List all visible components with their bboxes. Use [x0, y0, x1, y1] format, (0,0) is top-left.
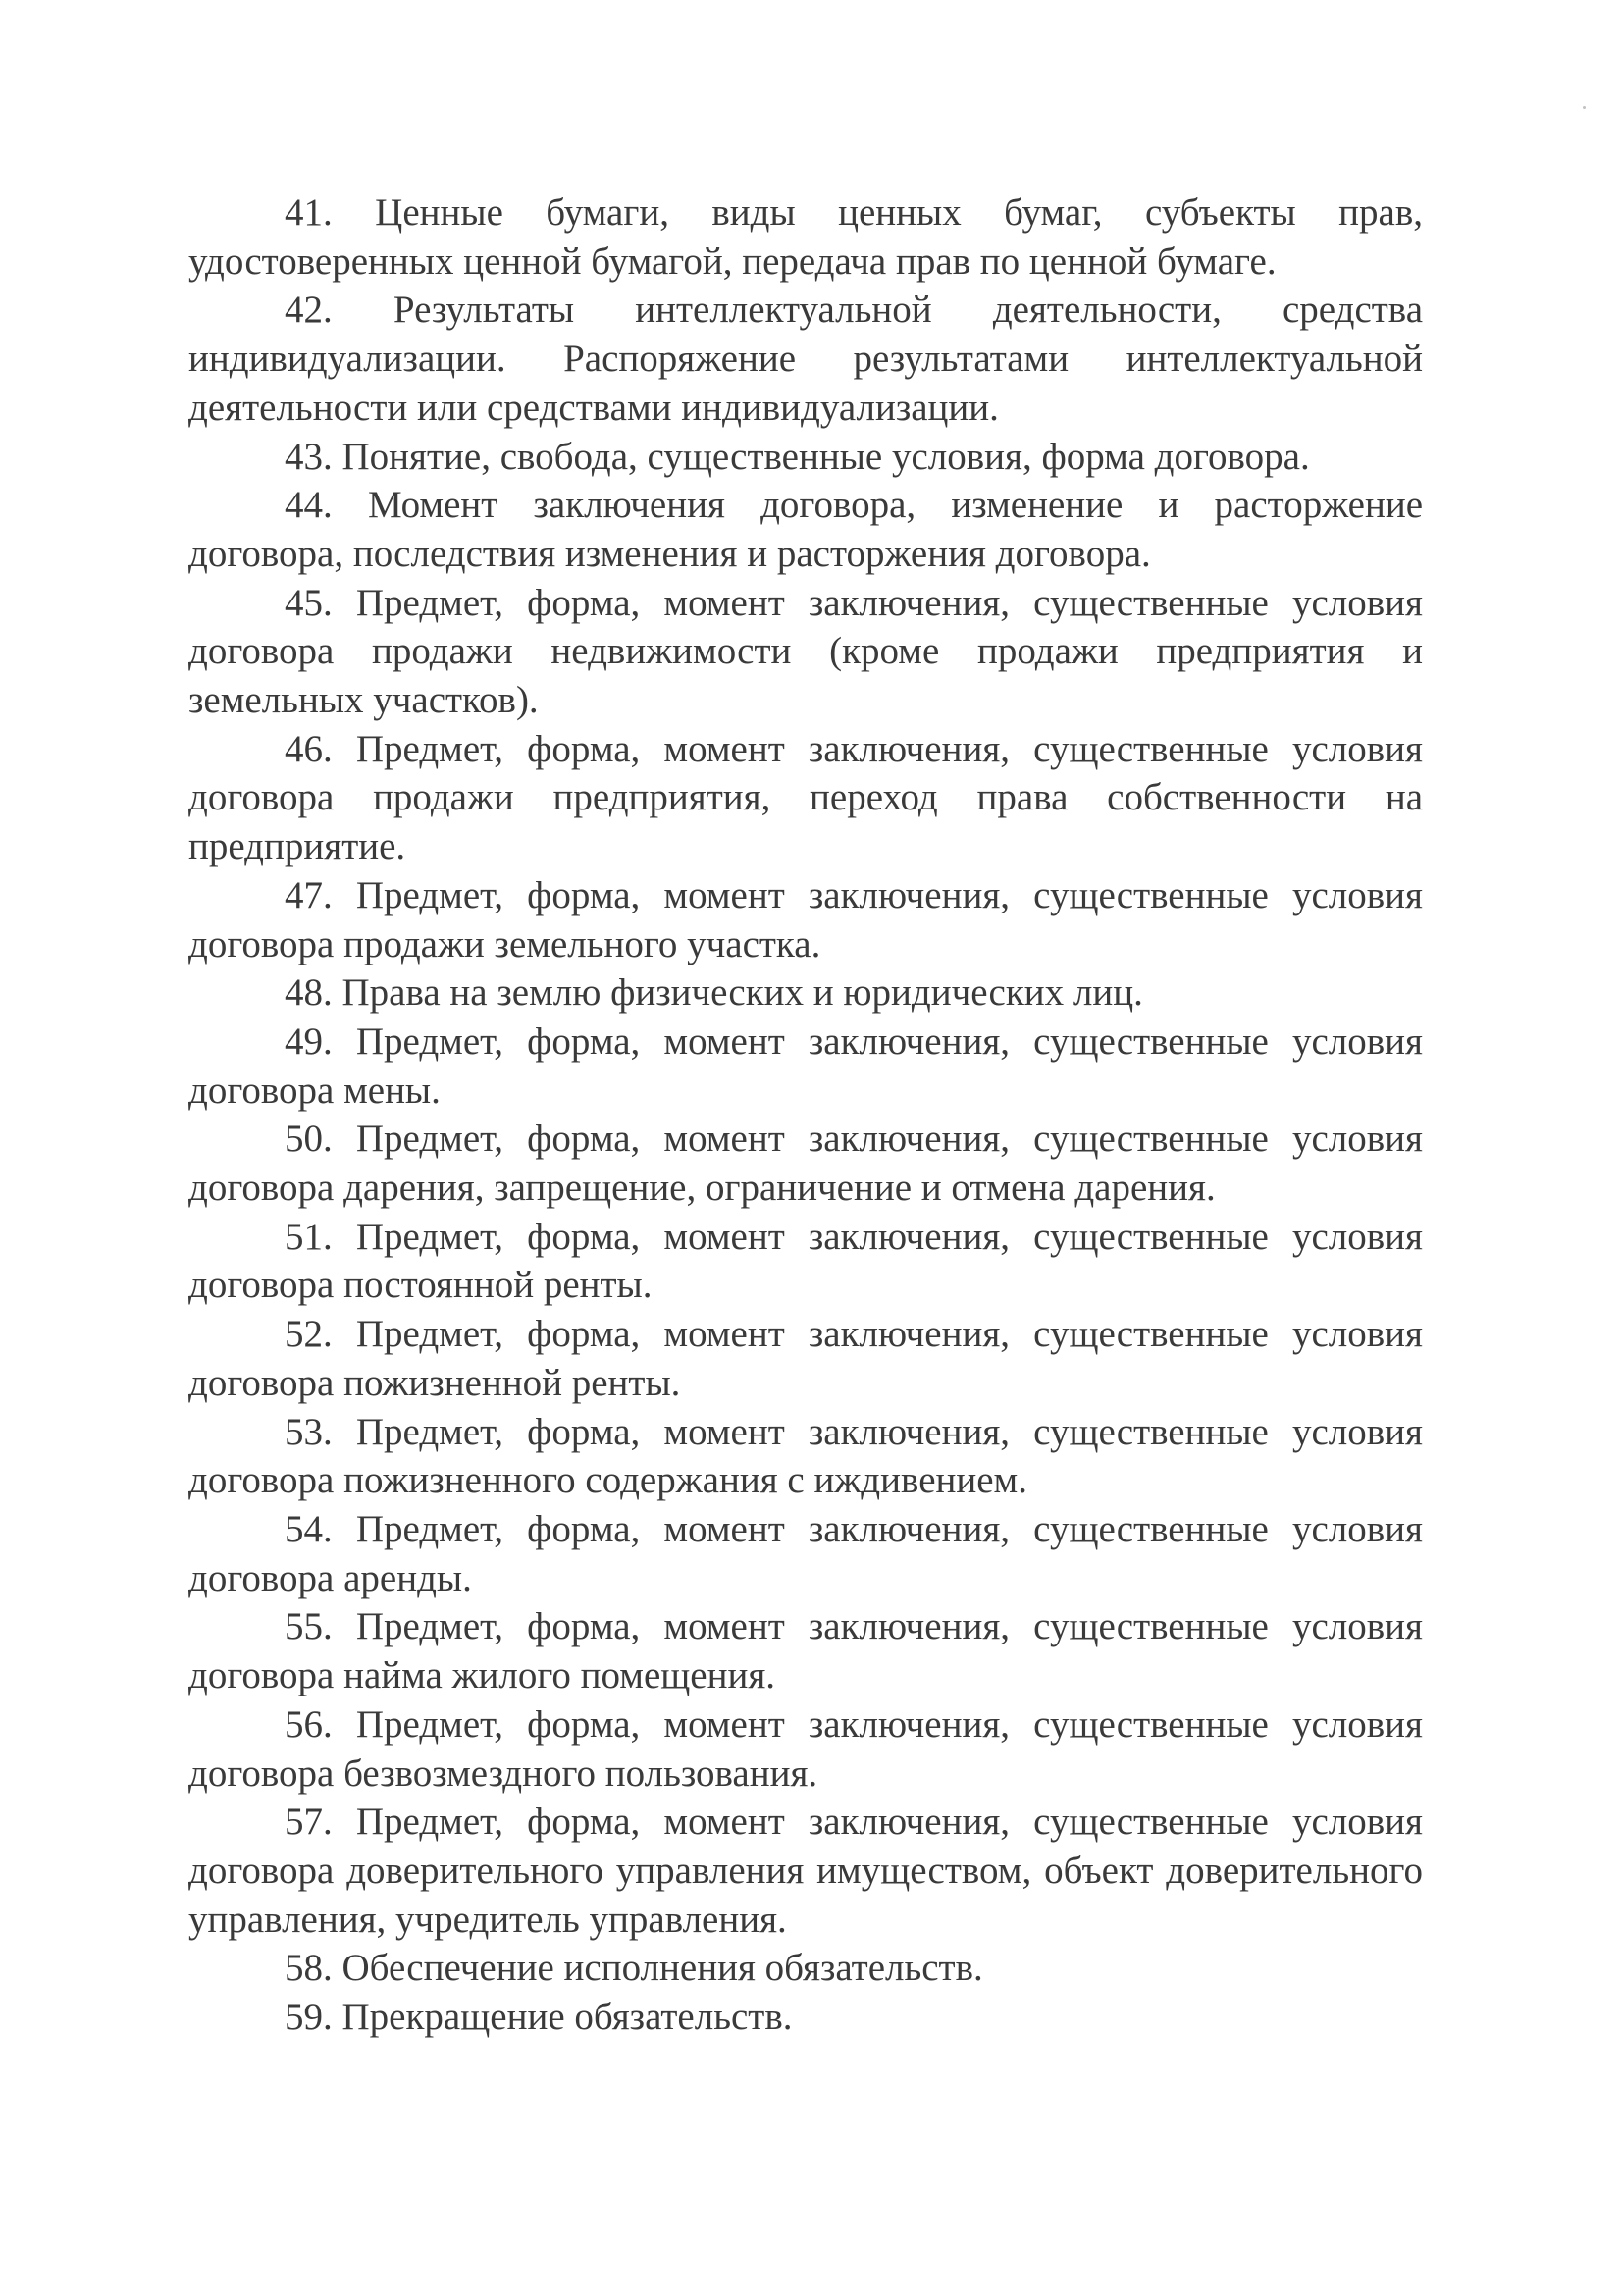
item-number: 42.: [285, 288, 333, 332]
item-text: Предмет, форма, момент заключения, существенные условия договора найма жилого помещения.: [188, 1605, 1423, 1697]
list-item: [188, 1798, 1423, 1944]
item-number: 43.: [285, 435, 333, 478]
list-item: [188, 871, 1423, 968]
item-text: Предмет, форма, момент заключения, существенные условия договора дарения, запрещение, ограничение и отмена дарения.: [188, 1118, 1423, 1210]
item-number: 55.: [285, 1605, 333, 1648]
item-number: 54.: [285, 1507, 333, 1550]
item-number: 49.: [285, 1019, 333, 1063]
item-number: 41.: [285, 191, 333, 234]
list-item: [188, 1602, 1423, 1699]
item-text: Предмет, форма, момент заключения, существенные условия договора продажи недвижимости (кроме продажи предприятия и земельных участков).: [188, 581, 1423, 722]
list-item: [188, 1993, 1423, 2042]
item-number: 58.: [285, 1947, 333, 1990]
item-text: Момент заключения договора, изменение и расторжение договора, последствия изменения и расторжения договора.: [188, 484, 1424, 575]
item-text: Предмет, форма, момент заключения, существенные условия договора продажи предприятия, переход права собственности на предприятие.: [188, 727, 1423, 868]
item-number: 51.: [285, 1215, 333, 1258]
list-item: [188, 579, 1423, 725]
item-text: Предмет, форма, момент заключения, существенные условия договора мены.: [188, 1019, 1423, 1112]
item-text: Предмет, форма, момент заключения, существенные условия договора аренды.: [188, 1507, 1423, 1599]
item-text: Предмет, форма, момент заключения, существенные условия договора постоянной ренты.: [188, 1215, 1423, 1307]
question-list: [188, 188, 1423, 2042]
scan-artifact: [1583, 106, 1586, 109]
item-text: Результаты интеллектуальной деятельности, средства индивидуализации. Распоряжение результатами интеллектуальной деятельности или средствами индивидуализации.: [188, 288, 1424, 429]
list-item: [188, 1408, 1423, 1505]
item-number: 56.: [285, 1702, 333, 1746]
list-item: [188, 188, 1423, 286]
item-text: Предмет, форма, момент заключения, существенные условия договора безвозмездного пользования.: [188, 1702, 1423, 1795]
item-text: Предмет, форма, момент заключения, существенные условия договора пожизненной ренты.: [188, 1313, 1423, 1404]
item-number: 52.: [285, 1313, 333, 1356]
list-item: [188, 433, 1423, 482]
item-text: Прекращение обязательств.: [341, 1996, 793, 2039]
list-item: [188, 1944, 1423, 1993]
item-number: 48.: [285, 971, 333, 1015]
item-text: Ценные бумаги, виды ценных бумаг, субъекты прав, удостоверенных ценной бумагой, передача прав по ценной бумаге.: [188, 191, 1423, 283]
list-item: [188, 1213, 1423, 1310]
item-text: Предмет, форма, момент заключения, существенные условия договора продажи земельного участка.: [188, 873, 1423, 965]
item-number: 44.: [285, 484, 333, 527]
item-number: 53.: [285, 1410, 333, 1453]
item-text: Понятие, свобода, существенные условия, форма договора.: [341, 435, 1310, 478]
list-item: [188, 1310, 1423, 1407]
list-item: [188, 481, 1423, 578]
item-text: Обеспечение исполнения обязательств.: [341, 1947, 983, 1990]
item-number: 59.: [285, 1996, 333, 2039]
list-item: [188, 968, 1423, 1018]
list-item: [188, 286, 1423, 432]
list-item: [188, 725, 1423, 871]
item-number: 47.: [285, 873, 333, 916]
item-number: 57.: [285, 1800, 333, 1844]
item-number: 46.: [285, 727, 333, 770]
list-item: [188, 1505, 1423, 1602]
item-text: Предмет, форма, момент заключения, существенные условия договора доверительного управления имуществом, объект доверительного управления, учредитель управления.: [188, 1800, 1423, 1941]
list-item: [188, 1018, 1423, 1115]
list-item: [188, 1700, 1423, 1798]
item-text: Права на землю физических и юридических лиц.: [341, 971, 1143, 1015]
list-item: [188, 1115, 1423, 1212]
item-number: 45.: [285, 581, 333, 624]
item-text: Предмет, форма, момент заключения, существенные условия договора пожизненного содержания с иждивением.: [188, 1410, 1423, 1502]
item-number: 50.: [285, 1118, 333, 1161]
